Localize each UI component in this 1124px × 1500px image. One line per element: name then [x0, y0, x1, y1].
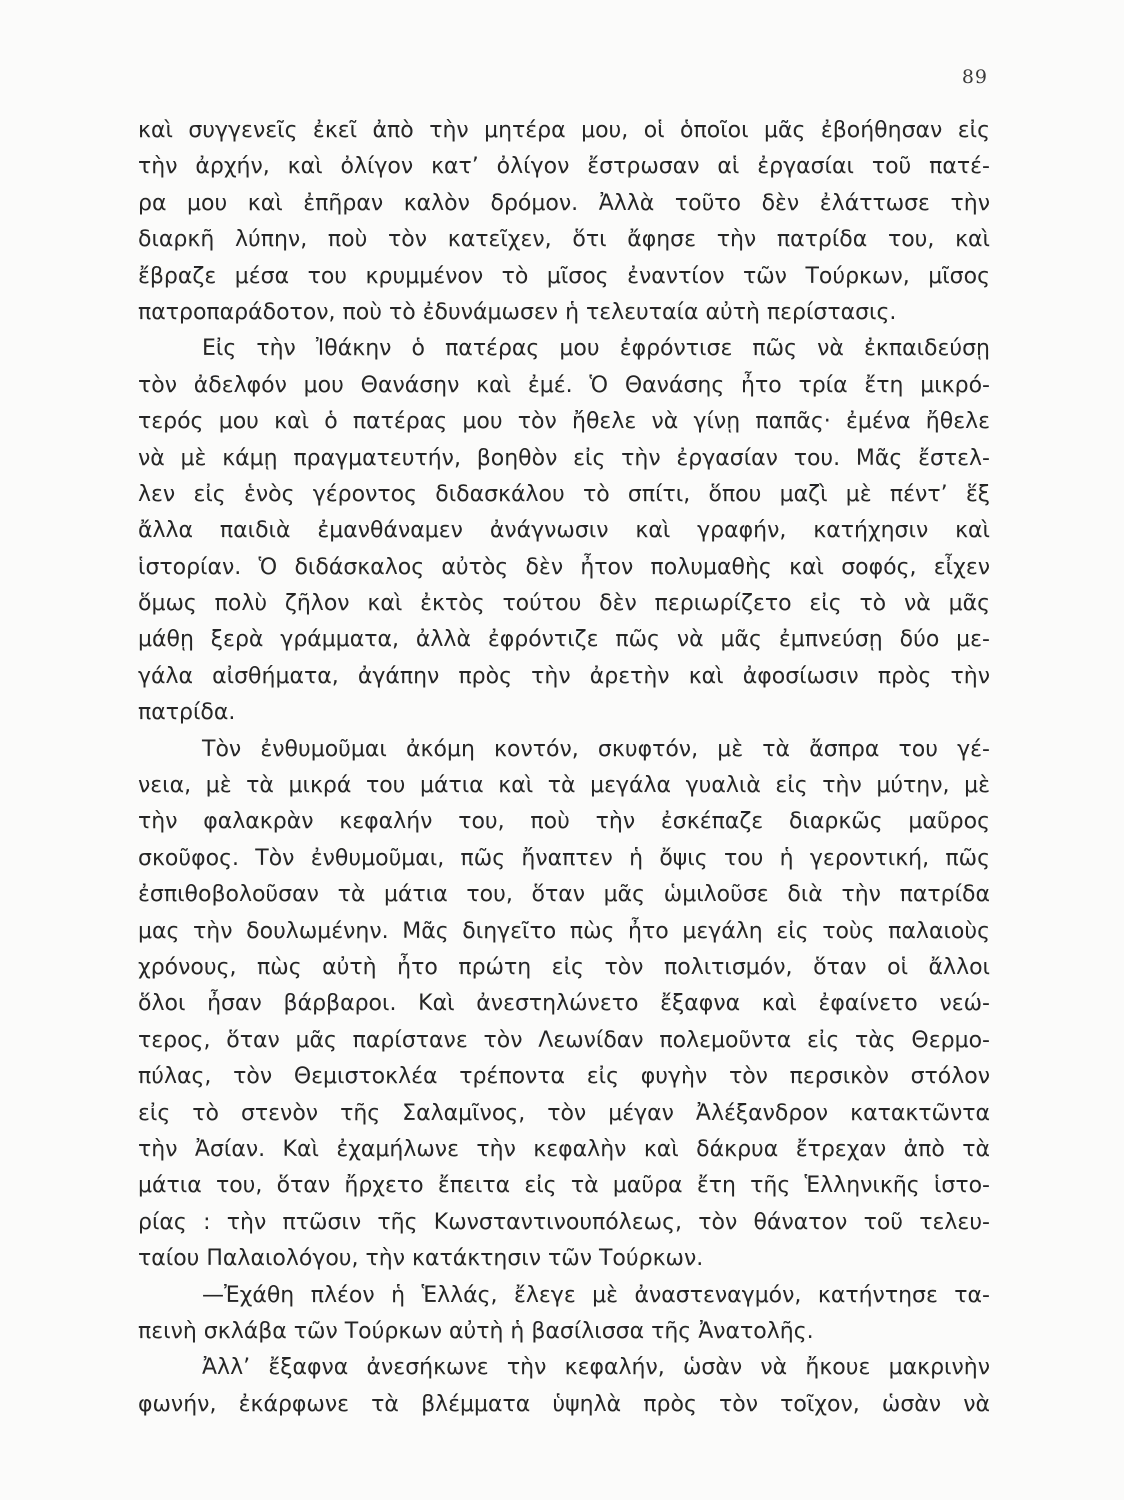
text-line: νεια, μὲ τὰ μικρά του μάτια καὶ τὰ μεγάλα γυαλιὰ εἰς τὴν μύτην, μὲ — [138, 773, 990, 799]
page-number: 89 — [961, 66, 988, 88]
text-line: πεινὴ σκλάβα τῶν Τούρκων αὐτὴ ἡ βασίλισσα τῆς Ἀνατολῆς. — [138, 1318, 814, 1344]
text-line: διαρκῆ λύπην, ποὺ τὸν κατεῖχεν, ὅτι ἄφησε τὴν πατρίδα του, καὶ — [138, 227, 990, 253]
text-line: Εἰς τὴν Ἰθάκην ὁ πατέρας μου ἐφρόντισε πῶς νὰ ἐκπαιδεύσῃ — [202, 336, 990, 362]
text-line: —Ἐχάθη πλέον ἡ Ἑλλάς, ἔλεγε μὲ ἀναστεναγμόν, κατήντησε τα- — [202, 1282, 990, 1308]
text-line: ἐσπιθοβολοῦσαν τὰ μάτια του, ὅταν μᾶς ὡμιλοῦσε διὰ τὴν πατρίδα — [138, 882, 990, 908]
text-line: Ἀλλ’ ἔξαφνα ἀνεσήκωνε τὴν κεφαλήν, ὡσὰν νὰ ἤκουε μακρινὴν — [202, 1355, 990, 1381]
paragraph — [138, 1350, 990, 1423]
text-line: τὴν ἀρχήν, καὶ ὀλίγον κατ’ ὀλίγον ἔστρωσαν αἱ ἐργασίαι τοῦ πατέ- — [138, 154, 990, 180]
paragraph — [138, 732, 990, 1278]
paragraph — [138, 331, 990, 731]
text-line: τερος, ὅταν μᾶς παρίστανε τὸν Λεωνίδαν πολεμοῦντα εἰς τὰς Θερμο- — [138, 1027, 990, 1053]
text-line: μάθῃ ξερὰ γράμματα, ἀλλὰ ἐφρόντιζε πῶς νὰ μᾶς ἐμπνεύσῃ δύο με- — [138, 627, 990, 653]
text-line: πατροπαράδοτον, ποὺ τὸ ἐδυνάμωσεν ἡ τελευταία αὐτὴ περίστασις. — [138, 299, 897, 325]
text-line: νὰ μὲ κάμῃ πραγματευτήν, βοηθὸν εἰς τὴν ἐργασίαν του. Μᾶς ἔστελ- — [138, 445, 990, 471]
paragraph — [138, 113, 990, 331]
text-line: ταίου Παλαιολόγου, τὴν κατάκτησιν τῶν Τούρκων. — [138, 1246, 704, 1272]
text-line: τερός μου καὶ ὁ πατέρας μου τὸν ἤθελε νὰ γίνῃ παπᾶς· ἐμένα ἤθελε — [138, 409, 990, 435]
text-line: λεν εἰς ἑνὸς γέροντος διδασκάλου τὸ σπίτι, ὅπου μαζὶ μὲ πέντ’ ἕξ — [138, 481, 990, 507]
text-line: φωνήν, ἐκάρφωνε τὰ βλέμματα ὑψηλὰ πρὸς τὸν τοῖχον, ὡσὰν νὰ — [138, 1391, 990, 1417]
text-line: ρίας : τὴν πτῶσιν τῆς Κωνσταντινουπόλεως, τὸν θάνατον τοῦ τελευ- — [138, 1209, 990, 1235]
text-line: μάτια του, ὅταν ἤρχετο ἔπειτα εἰς τὰ μαῦρα ἔτη τῆς Ἑλληνικῆς ἱστο- — [138, 1173, 990, 1199]
text-line: ἄλλα παιδιὰ ἐμανθάναμεν ἀνάγνωσιν καὶ γραφήν, κατήχησιν καὶ — [138, 518, 990, 544]
text-line: μας τὴν δουλωμένην. Μᾶς διηγεῖτο πὼς ἦτο μεγάλη εἰς τοὺς παλαιοὺς — [138, 918, 990, 944]
text-line: χρόνους, πὼς αὐτὴ ἦτο πρώτη εἰς τὸν πολιτισμόν, ὅταν οἱ ἄλλοι — [138, 954, 990, 980]
text-line: καὶ συγγενεῖς ἐκεῖ ἀπὸ τὴν μητέρα μου, οἱ ὁποῖοι μᾶς ἐβοήθησαν εἰς — [138, 118, 990, 143]
text-line: τὴν Ἀσίαν. Καὶ ἐχαμήλωνε τὴν κεφαλὴν καὶ δάκρυα ἔτρεχαν ἀπὸ τὰ — [138, 1136, 990, 1162]
paragraph — [138, 1278, 990, 1351]
text-line: πύλας, τὸν Θεμιστοκλέα τρέποντα εἰς φυγὴν τὸν περσικὸν στόλον — [138, 1064, 990, 1090]
text-line: τὸν ἀδελφόν μου Θανάσην καὶ ἐμέ. Ὁ Θανάσης ἦτο τρία ἔτη μικρό- — [138, 372, 990, 398]
text-line: ὅμως πολὺ ζῆλον καὶ ἐκτὸς τούτου δὲν περιωρίζετο εἰς τὸ νὰ μᾶς — [138, 591, 990, 617]
text-line: ἱστορίαν. Ὁ διδάσκαλος αὐτὸς δὲν ἦτον πολυμαθὴς καὶ σοφός, εἶχεν — [138, 554, 990, 580]
body-text — [138, 113, 990, 1423]
text-line: Τὸν ἐνθυμοῦμαι ἀκόμη κοντόν, σκυφτόν, μὲ τὰ ἄσπρα του γέ- — [202, 736, 990, 762]
text-line: ρα μου καὶ ἐπῆραν καλὸν δρόμον. Ἀλλὰ τοῦτο δὲν ἐλάττωσε τὴν — [138, 190, 990, 216]
text-line: εἰς τὸ στενὸν τῆς Σαλαμῖνος, τὸν μέγαν Ἀλέξανδρον κατακτῶντα — [138, 1100, 990, 1126]
text-line: τὴν φαλακρὰν κεφαλήν του, ποὺ τὴν ἐσκέπαζε διαρκῶς μαῦρος — [138, 809, 990, 835]
text-line: γάλα αἰσθήματα, ἀγάπην πρὸς τὴν ἀρετὴν καὶ ἀφοσίωσιν πρὸς τὴν — [138, 663, 990, 689]
text-line: ἔβραζε μέσα του κρυμμένον τὸ μῖσος ἐναντίον τῶν Τούρκων, μῖσος — [138, 263, 990, 289]
text-line: σκοῦφος. Τὸν ἐνθυμοῦμαι, πῶς ἤναπτεν ἡ ὄψις του ἡ γεροντική, πῶς — [138, 845, 990, 871]
text-line: ὅλοι ἦσαν βάρβαροι. Καὶ ἀνεστηλώνετο ἔξαφνα καὶ ἐφαίνετο νεώ- — [138, 991, 990, 1017]
text-line: πατρίδα. — [138, 700, 236, 726]
